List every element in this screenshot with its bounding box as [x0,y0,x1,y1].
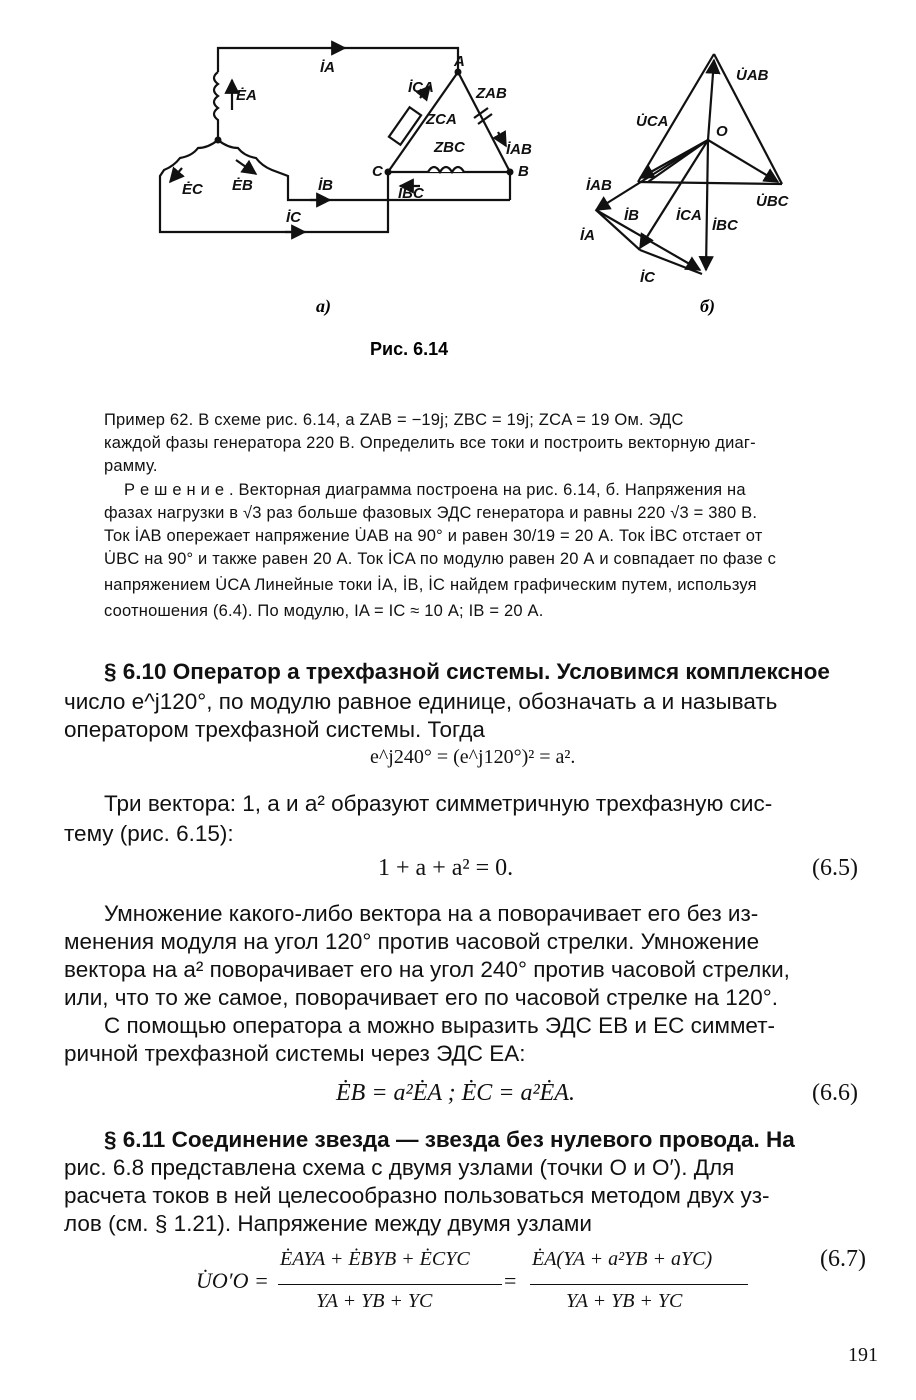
page-number: 191 [848,1344,878,1366]
section-line: вектора на a² поворачивает его на угол 240° против часовой стрелки, [64,957,790,982]
equation-6-7-numerator-1: ĖAYA + ĖBYB + ĖCYC [280,1248,470,1270]
label-IC: İC [286,209,301,226]
label-UBC: U̇BC [756,193,789,210]
label-b-IC: İC [640,269,655,286]
label-IA: İA [320,59,335,76]
label-UAB: U̇AB [736,67,769,84]
equation-6-7-lhs: U̇O′O = [196,1268,269,1293]
label-ICA: İCA [408,79,434,96]
figure-6-14 [0,0,916,380]
label-EB: ĖB [232,177,253,194]
example-line: Р е ш е н и е . Векторная диаграмма построена на рис. 6.14, б. Напряжения на [124,481,746,499]
section-line: расчета токов в ней целесообразно пользоваться методом двух уз- [64,1183,770,1208]
equals-sign: = [504,1268,517,1293]
label-IAB: İAB [506,141,532,158]
label-B: B [518,163,529,180]
label-EA: ĖA [236,87,257,104]
example-line: U̇BC на 90° и также равен 20 А. Ток İCA по модулю равен 20 А и совпадает по фазе с [104,550,777,568]
label-b-IBC: İBC [712,217,738,234]
section-line: Умножение какого-либо вектора на a поворачивает его без из- [104,901,759,926]
label-EC: ĖC [182,181,203,198]
equation-6-7-denominator-1: YA + YB + YC [316,1290,433,1312]
example-line: каждой фазы генератора 220 В. Определить все токи и построить векторную диаг- [104,434,756,452]
label-b-IA: İA [580,227,595,244]
label-A: A [454,53,465,70]
section-line: тему (рис. 6.15): [64,821,234,846]
section-line: § 6.11 Соединение звезда — звезда без нулевого провода. На [104,1127,795,1152]
equation-6-5: 1 + a + a² = 0. [378,855,514,881]
equation-6-7-denominator-2: YA + YB + YC [566,1290,683,1312]
fraction-bar [278,1284,502,1285]
section-line: С помощью оператора a можно выразить ЭДС EB и EC симмет- [104,1013,776,1038]
equation-number: (6.5) [812,855,858,881]
equation-number: (6.6) [812,1080,858,1106]
vector-diagram-b [596,54,782,274]
label-IB: İB [318,177,333,194]
label-ZCA: ZCA [426,111,457,128]
label-UCA: U̇CA [636,113,669,130]
example-line: соотношения (6.4). По модулю, IA = IC ≈ 10 А; IB = 20 А. [104,602,544,620]
label-IBC: İBC [398,185,424,202]
label-C: C [372,163,383,180]
label-O: O [716,123,728,140]
label-b-IB: İB [624,207,639,224]
example-line: Пример 62. В схеме рис. 6.14, а ZAB = −19j; ZBC = 19j; ZCA = 19 Ом. ЭДС [104,411,684,429]
section-line: рис. 6.8 представлена схема с двумя узлами (точки O и O′). Для [64,1155,735,1180]
label-ZBC: ZBC [434,139,465,156]
section-line: ричной трехфазной системы через ЭДС EA: [64,1041,526,1066]
section-line: число e^j120°, по модулю равное единице, обозначать a и называть [64,689,778,714]
label-b-IAB: İAB [586,177,612,194]
equation-6-7-numerator-2: ĖA(YA + a²YB + aYC) [532,1248,713,1270]
example-line: напряжением U̇CA Линейные токи İA, İB, İC найдем графическим путем, используя [104,576,757,594]
section-line: Три вектора: 1, a и a² образуют симметричную трехфазную сис- [104,791,773,816]
example-line: Ток İAB опережает напряжение U̇AB на 90° и равен 30/19 = 20 А. Ток İBC отстает от [104,527,763,545]
section-line: оператором трехфазной системы. Тогда [64,717,485,742]
subfigure-a-label: а) [316,296,331,316]
label-b-ICA: İCA [676,207,702,224]
equation-number: (6.7) [820,1246,866,1272]
equation-6-6: ĖB = a²ĖA ; ĖC = a²ĖA. [336,1080,575,1106]
equation-operator: e^j240° = (e^j120°)² = a². [370,746,576,768]
figure-caption: Рис. 6.14 [370,339,449,359]
section-line: § 6.10 Оператор a трехфазной системы. Условимся комплексное [104,659,830,684]
example-line: фазах нагрузки в √3 раз больше фазовых ЭДС генератора и равны 220 √3 = 380 В. [104,504,758,522]
label-ZAB: ZAB [476,85,507,102]
section-line: или, что то же самое, поворачивает его по часовой стрелке на 120°. [64,985,779,1010]
example-line: рамму. [104,457,158,475]
subfigure-b-label: б) [700,296,715,316]
section-line: лов (см. § 1.21). Напряжение между двумя узлами [64,1211,592,1236]
fraction-bar [530,1284,748,1285]
section-line: менения модуля на угол 120° против часовой стрелки. Умножение [64,929,760,954]
